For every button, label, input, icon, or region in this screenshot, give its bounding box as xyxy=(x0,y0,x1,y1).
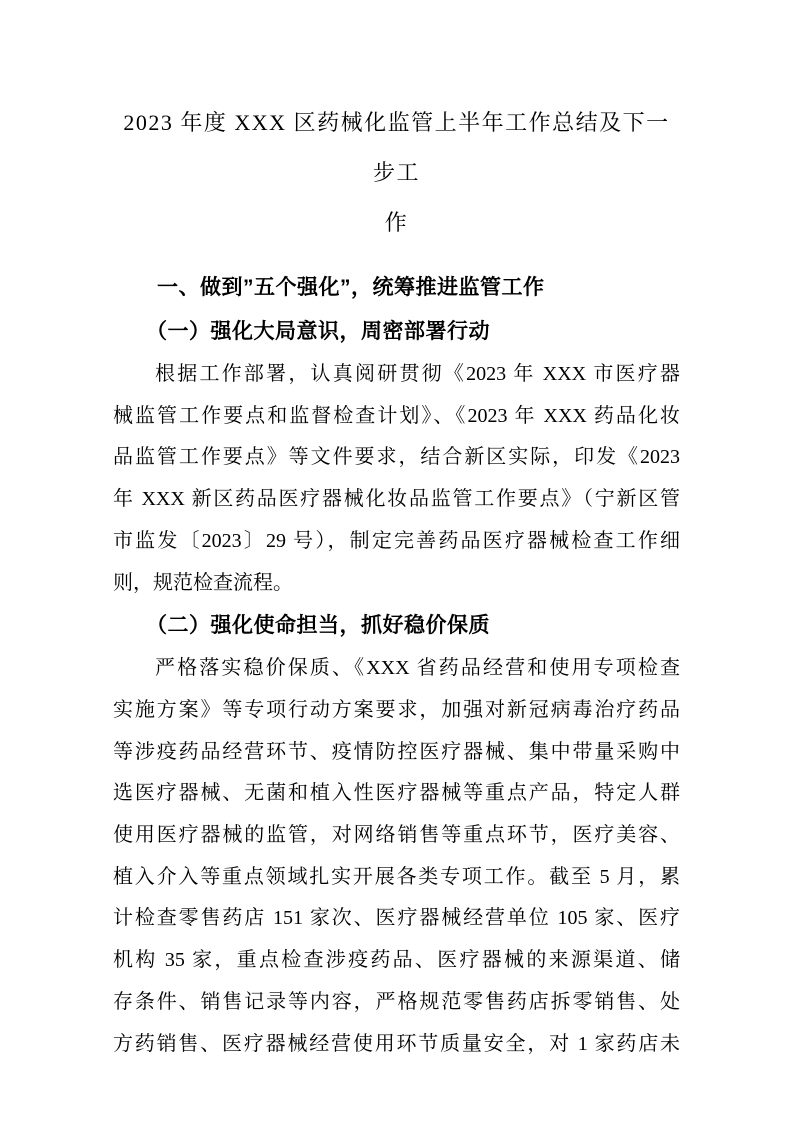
text-line: 机构 35 家，重点检查涉疫药品、医疗器械的来源渠道、储 xyxy=(113,949,680,972)
text-line: 则，规范检查流程。 xyxy=(113,571,293,594)
text-line: 严格落实稳价保质、《XXX 省药品经营和使用专项检查 xyxy=(155,657,680,680)
text-line: 品监管工作要点》等文件要求，结合新区实际，印发《2023 xyxy=(113,446,680,469)
text-line: 械监管工作要点和监督检查计划》、《2023 年 XXX 药品化妆 xyxy=(113,404,680,427)
section-heading-1: 一、做到”五个强化”，统筹推进监管工作 xyxy=(157,276,545,299)
text-line: 使用医疗器械的监管，对网络销售等重点环节，医疗美容、 xyxy=(113,824,680,847)
text-line: 选医疗器械、无菌和植入性医疗器械等重点产品，特定人群 xyxy=(113,782,680,805)
text-line: 存条件、销售记录等内容，严格规范零售药店拆零销售、处 xyxy=(113,990,680,1013)
title-line-2: 作 xyxy=(384,210,409,235)
subsection-heading-1-1: （一）强化大局意识，周密部署行动 xyxy=(146,320,490,343)
title-line-1: 2023 年度 XXX 区药械化监管上半年工作总结及下一步工 xyxy=(123,110,670,185)
text-line: 方药销售、医疗器械经营使用环节质量安全，对 1 家药店未 xyxy=(113,1032,680,1055)
text-line: 实施方案》等专项行动方案要求，加强对新冠病毒治疗药品 xyxy=(113,698,680,721)
text-line: 年 XXX 新区药品医疗器械化妆品监管工作要点》（宁新区管 xyxy=(113,488,680,511)
text-line: 等涉疫药品经营环节、疫情防控医疗器械、集中带量采购中 xyxy=(113,740,680,763)
text-line: 根据工作部署，认真阅研贯彻《2023 年 XXX 市医疗器 xyxy=(155,363,680,385)
subsection-heading-1-2: （二）强化使命担当，抓好稳价保质 xyxy=(146,614,490,638)
document-title xyxy=(113,98,680,248)
text-line: 市监发〔2023〕29 号），制定完善药品医疗器械检查工作细 xyxy=(113,529,680,552)
paragraph-1 xyxy=(113,354,680,604)
text-line: 计检查零售药店 151 家次、医疗器械经营单位 105 家、医疗 xyxy=(113,907,680,930)
paragraph-2 xyxy=(113,648,680,1065)
text-line: 植入介入等重点领域扎实开展各类专项工作。截至 5 月，累 xyxy=(113,865,680,888)
